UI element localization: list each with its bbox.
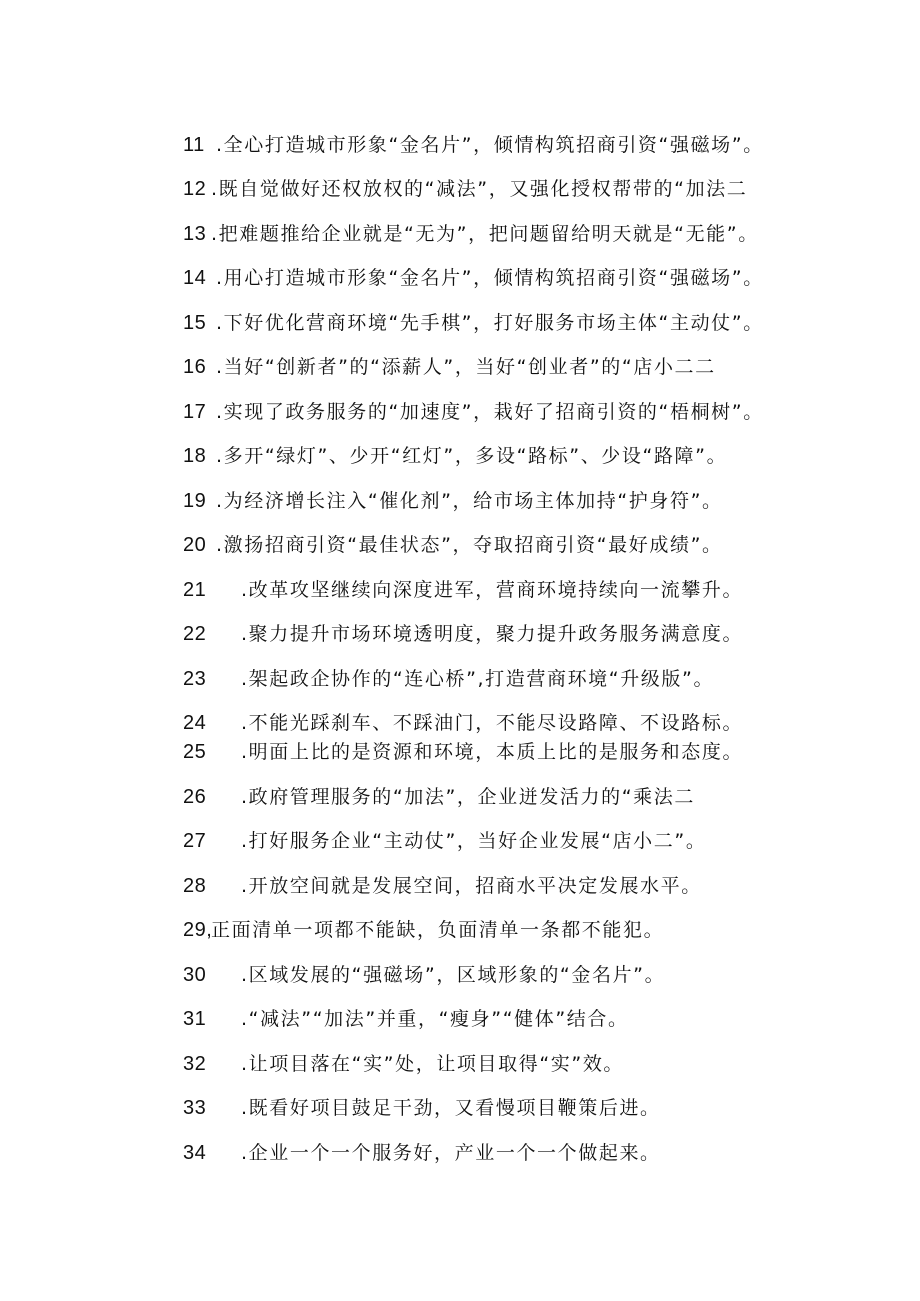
- item-number: 29,: [183, 919, 213, 941]
- item-number: 27: [183, 830, 207, 852]
- item-number: 25: [183, 741, 207, 763]
- item-number: 15: [183, 312, 207, 334]
- item-number: 16: [183, 356, 207, 378]
- item-text: .区域发展的“强磁场”，区域形象的“金名片”。: [241, 964, 666, 986]
- item-number: 22: [183, 623, 207, 645]
- item-text: .“减法”“加法”并重，“瘦身”“健体”结合。: [241, 1008, 629, 1030]
- item-text: .激扬招商引资“最佳状态”，夺取招商引资“最好成绩”。: [216, 534, 723, 556]
- item-text: .用心打造城市形象“金名片”，倾情构筑招商引资“强磁场”。: [216, 267, 764, 289]
- item-number: 12: [183, 178, 207, 200]
- item-number: 34: [183, 1142, 207, 1164]
- item-number: 14: [183, 267, 207, 289]
- item-number: 30: [183, 964, 207, 986]
- item-text: .全心打造城市形象“金名片”，倾情构筑招商引资“强磁场”。: [216, 134, 764, 156]
- item-text: .聚力提升市场环境透明度，聚力提升政务服务满意度。: [241, 623, 744, 645]
- item-text: .开放空间就是发展空间，招商水平决定发展水平。: [241, 875, 702, 897]
- item-number: 11: [183, 134, 205, 156]
- item-text: .企业一个一个服务好，产业一个一个做起来。: [241, 1142, 661, 1164]
- item-text: .既看好项目鼓足干劲，又看慢项目鞭策后进。: [241, 1097, 661, 1119]
- item-number: 23: [183, 668, 207, 690]
- item-number: 31: [183, 1008, 207, 1030]
- item-number: 28: [183, 875, 207, 897]
- item-number: 26: [183, 786, 207, 808]
- item-text: .下好优化营商环境“先手棋”，打好服务市场主体“主动仗”。: [216, 312, 764, 334]
- item-text: .多开“绿灯”、少开“红灯”，多设“路标”、少设“路障”。: [216, 445, 728, 467]
- item-number: 24: [183, 712, 207, 734]
- item-text: 正面清单一项都不能缺，负面清单一条都不能犯。: [211, 919, 665, 941]
- item-number: 17: [183, 401, 207, 423]
- item-number: 18: [183, 445, 207, 467]
- item-number: 19: [183, 490, 207, 512]
- item-number: 33: [183, 1097, 207, 1119]
- item-text: .实现了政务服务的“加速度”，栽好了招商引资的“梧桐树”。: [216, 401, 764, 423]
- item-text: .政府管理服务的“加法”，企业迸发活力的“乘法二: [241, 786, 695, 808]
- item-text: .把难题推给企业就是“无为”，把问题留给明天就是“无能”。: [211, 223, 759, 245]
- item-number: 21: [183, 579, 207, 601]
- item-number: 13: [183, 223, 207, 245]
- item-text: .打好服务企业“主动仗”，当好企业发展“店小二”。: [241, 830, 707, 852]
- item-text: .不能光踩刹车、不踩油门，不能尽设路障、不设路标。: [241, 712, 744, 734]
- item-text: .为经济增长注入“催化剂”，给市场主体加持“护身符”。: [216, 490, 723, 512]
- item-text: .让项目落在“实”处，让项目取得“实”效。: [241, 1053, 625, 1075]
- item-text: .既自觉做好还权放权的“减法”，又强化授权帮带的“加法二: [211, 178, 748, 200]
- item-text: .改革攻坚继续向深度进军，营商环境持续向一流攀升。: [241, 579, 744, 601]
- item-text: .当好“创新者”的“添薪人”，当好“创业者”的“店小二二: [216, 356, 716, 378]
- item-number: 32: [183, 1053, 207, 1075]
- item-text: .架起政企协作的“连心桥”,打造营商环境“升级版”。: [241, 668, 715, 690]
- item-number: 20: [183, 534, 207, 556]
- item-text: .明面上比的是资源和环境，本质上比的是服务和态度。: [241, 741, 744, 763]
